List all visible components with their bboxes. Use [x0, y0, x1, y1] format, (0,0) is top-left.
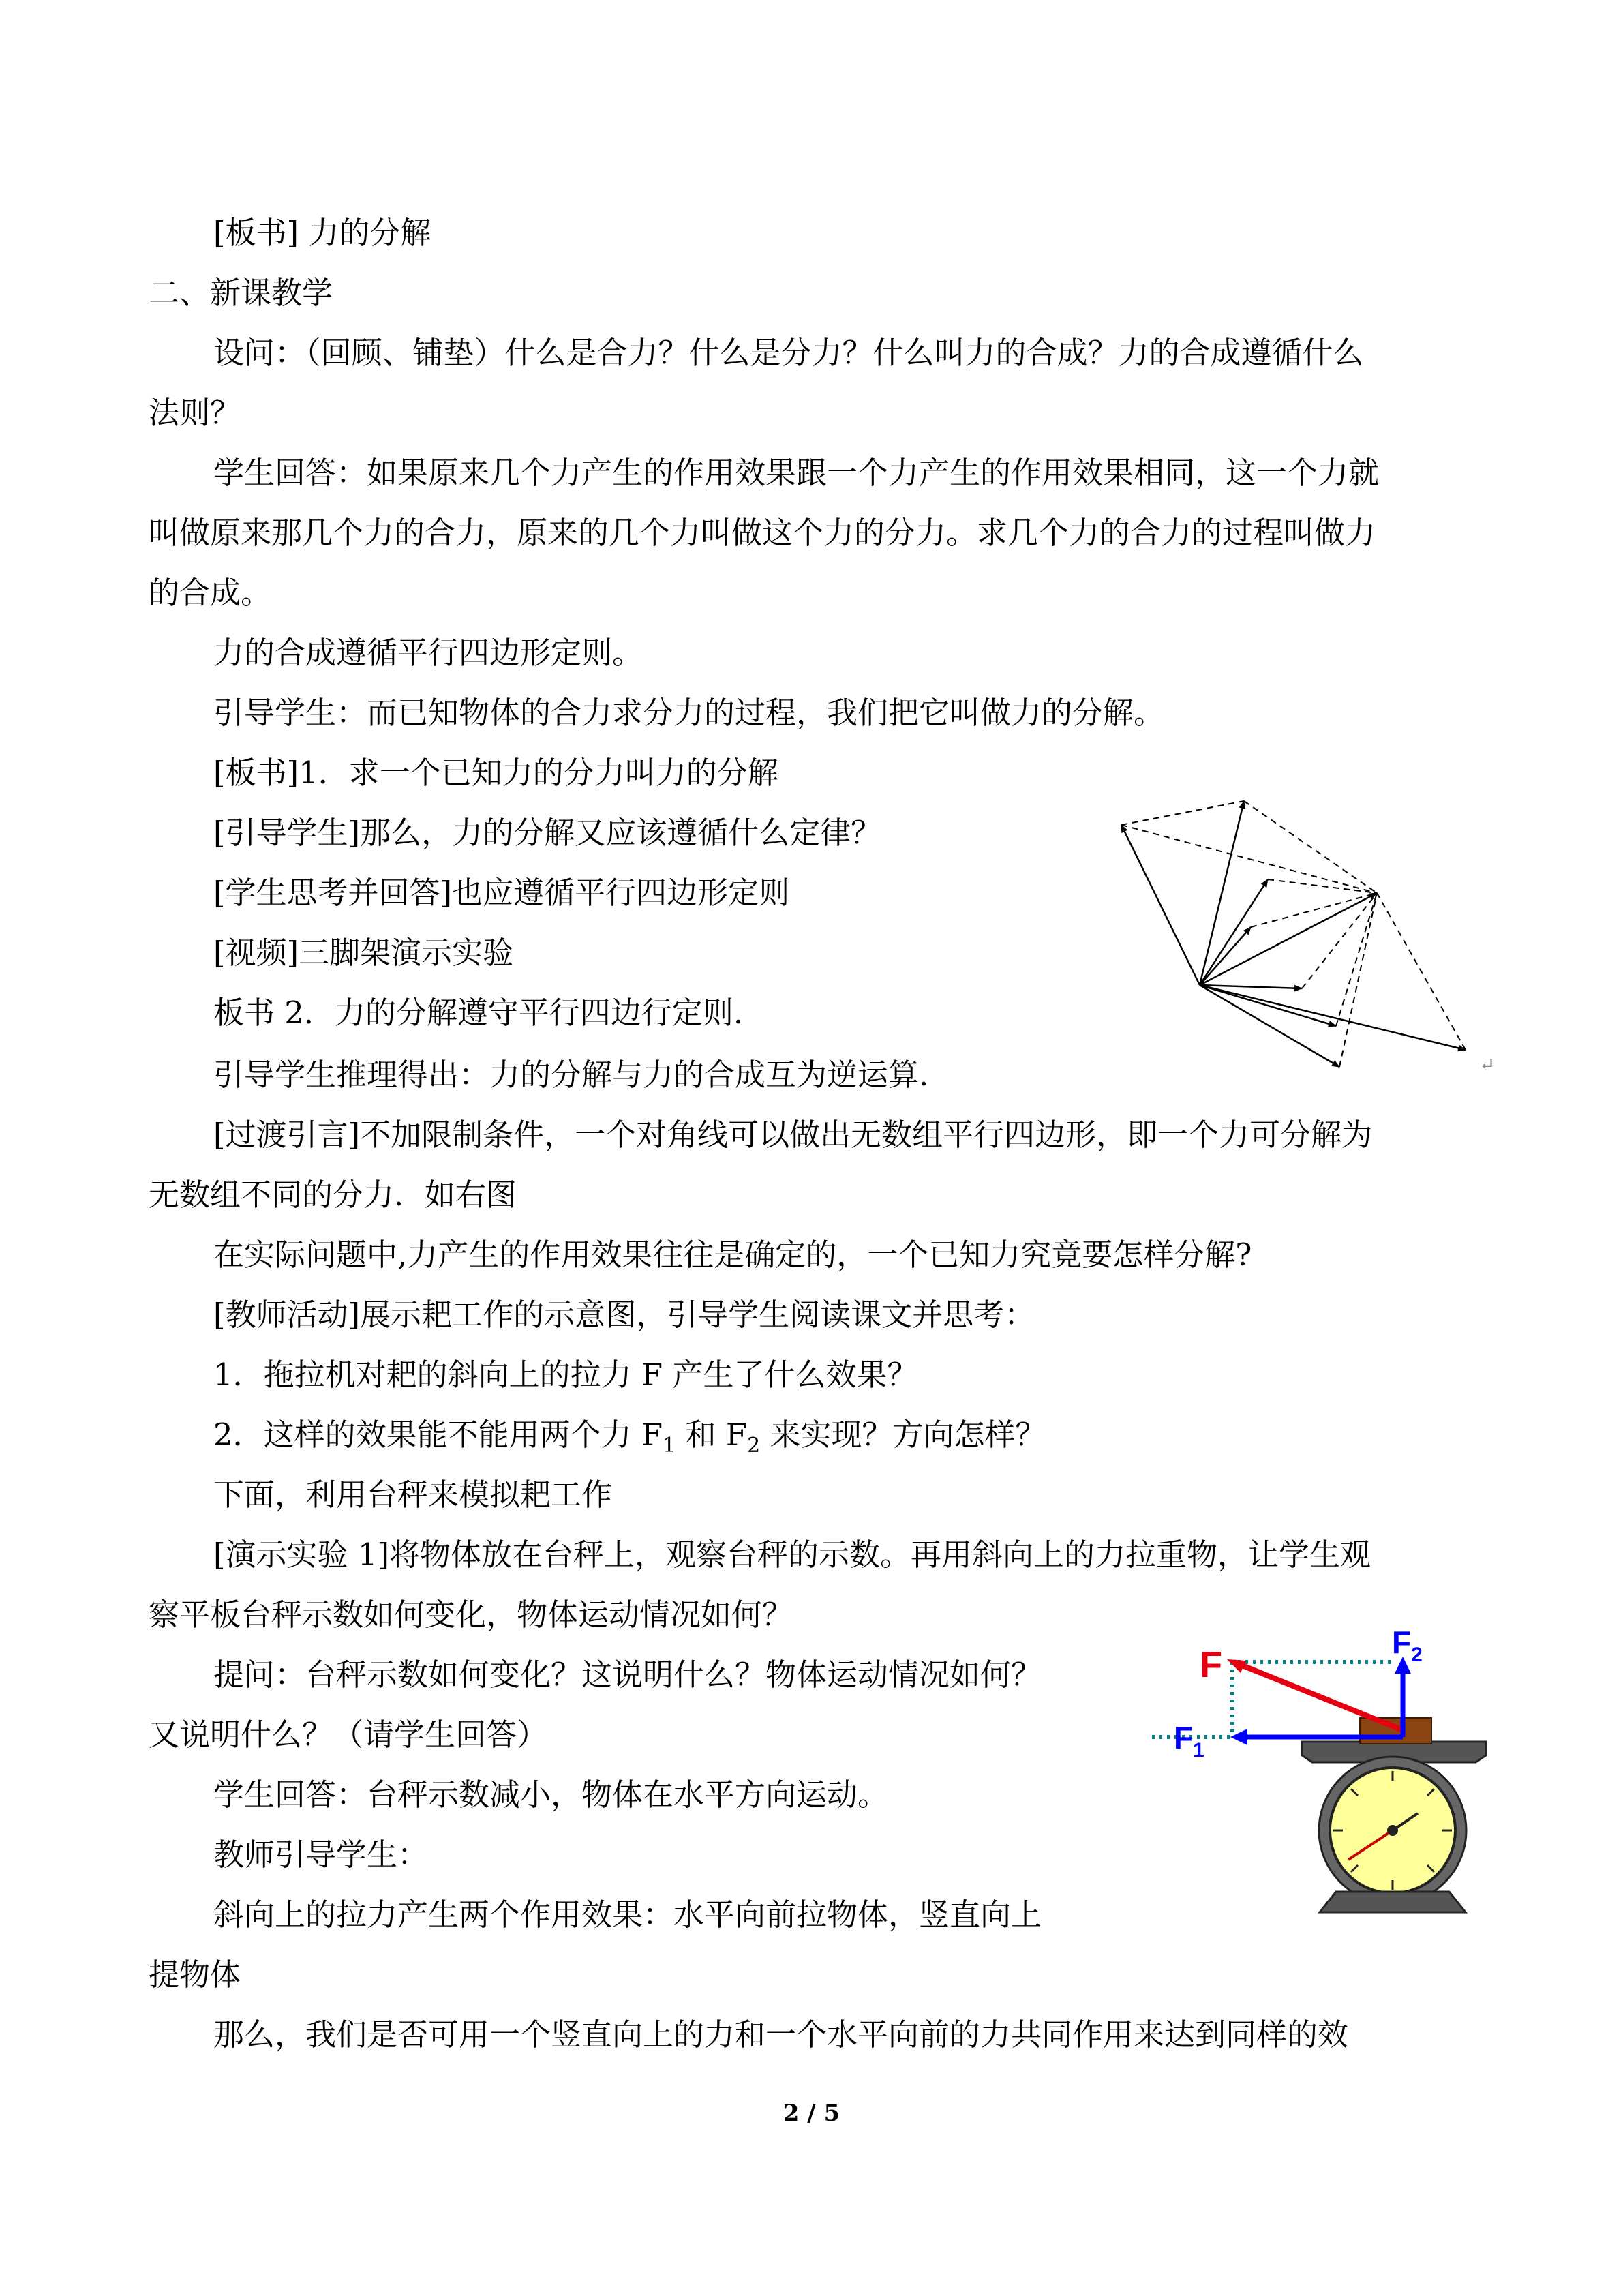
parallelogram-side: [1302, 893, 1377, 988]
text-line: 学生回答：台秤示数减小，物体在水平方向运动。: [213, 1777, 889, 1813]
text-line: 提问：台秤示数如何变化？这说明什么？物体运动情况如何？: [213, 1657, 1042, 1693]
resultant-force-arrow: [1200, 893, 1377, 985]
component-arrow: [1200, 985, 1336, 1026]
subscript: 2: [747, 1434, 761, 1457]
text-line: 又说明什么？（请学生回答）: [149, 1717, 548, 1753]
text-line: [过渡引言]不加限制条件，一个对角线可以做出无数组平行四边形，即一个力可分解为: [213, 1117, 1373, 1153]
subscript: 1: [663, 1434, 676, 1457]
parallelogram-side: [1121, 801, 1244, 825]
text-line: [引导学生]那么，力的分解又应该遵循什么定律？: [213, 815, 882, 851]
text-line: 的合成。: [149, 575, 272, 611]
text-line: 那么，我们是否可用一个竖直向上的力和一个水平向前的力共同作用来达到同样的效: [213, 2016, 1349, 2053]
text-line: 引导学生推理得出：力的分解与力的合成互为逆运算.: [213, 1057, 929, 1093]
text-line: 1．拖拉机对耙的斜向上的拉力 F 产生了什么效果？: [213, 1357, 918, 1393]
text-line: [板书]1．求一个已知力的分力叫力的分解: [213, 755, 778, 791]
text-line: 无数组不同的分力．如右图: [149, 1177, 517, 1213]
scale-body: [1302, 1742, 1486, 1912]
page-number: 2 / 5: [783, 2100, 840, 2127]
text-line: [213, 1415, 1046, 1455]
component-arrow: [1121, 825, 1200, 985]
force-F-arrow: [1234, 1662, 1403, 1730]
text-segment: 来实现？方向怎样？: [760, 1417, 1046, 1453]
text-line: [视频]三脚架演示实验: [213, 935, 514, 971]
text-line: [教师活动]展示耙工作的示意图，引导学生阅读课文并思考：: [213, 1297, 1035, 1333]
section-heading: 二、新课教学: [149, 275, 333, 311]
text-line: [学生思考并回答]也应遵循平行四边形定则: [213, 875, 790, 911]
text-line: 板书 2．力的分解遵守平行四边行定则.: [213, 995, 744, 1031]
text-line: 力的合成遵循平行四边形定则。: [213, 635, 643, 671]
text-line: 叫做原来那几个力的合力，原来的几个力叫做这个力的分力。求几个力的合力的过程叫做力: [149, 515, 1376, 551]
label-F2: $F_2$: [1392, 1625, 1423, 1666]
text-line: 学生回答：如果原来几个力产生的作用效果跟一个力产生的作用效果相同，这一个力就: [213, 455, 1380, 491]
component-arrow: [1200, 879, 1268, 985]
parallelogram-side: [1121, 825, 1377, 893]
force-decomposition-figure: [1104, 784, 1500, 1111]
label-F: F: [1200, 1644, 1222, 1685]
component-arrow: [1200, 985, 1339, 1067]
text-line: 斜向上的拉力产生两个作用效果：水平向前拉物体，竖直向上: [213, 1897, 1042, 1933]
component-arrow: [1200, 985, 1466, 1050]
label-F1: $F_1$: [1174, 1720, 1204, 1762]
parallelogram-side: [1244, 801, 1377, 893]
text-line: 法则？: [149, 395, 241, 431]
scale-pull-figure: [1132, 1622, 1513, 1922]
board-note-title: [板书] 力的分解: [213, 215, 431, 251]
component-arrow: [1200, 801, 1244, 985]
text-line: 提物体: [149, 1957, 241, 1993]
text-segment: 2．这样的效果能不能用两个力 F: [213, 1417, 663, 1453]
paragraph-mark: ↵: [1479, 1053, 1496, 1076]
parallelogram-side: [1377, 893, 1466, 1050]
text-line: 察平板台秤示数如何变化，物体运动情况如何？: [149, 1597, 793, 1633]
parallelogram-side: [1251, 893, 1377, 927]
text-segment: 和 F: [676, 1417, 748, 1453]
text-line: [演示实验 1]将物体放在台秤上，观察台秤的示数。再用斜向上的力拉重物，让学生观: [213, 1537, 1371, 1573]
parallelogram-side: [1268, 879, 1377, 893]
parallelogram-side: [1336, 893, 1377, 1026]
scale-foot: [1320, 1892, 1466, 1912]
text-line: 引导学生：而已知物体的合力求分力的过程，我们把它叫做力的分解。: [213, 695, 1165, 731]
text-line: 教师引导学生：: [213, 1837, 429, 1873]
weight-block: [1360, 1718, 1431, 1744]
text-line: 设问：（回顾、铺垫）什么是合力？什么是分力？什么叫力的合成？力的合成遵循什么: [213, 335, 1364, 371]
text-line: 下面，利用台秤来模拟耙工作: [213, 1477, 613, 1513]
text-line: 在实际问题中,力产生的作用效果往往是确定的，一个已知力究竟要怎样分解?: [213, 1237, 1252, 1273]
parallelogram-side: [1339, 893, 1377, 1067]
